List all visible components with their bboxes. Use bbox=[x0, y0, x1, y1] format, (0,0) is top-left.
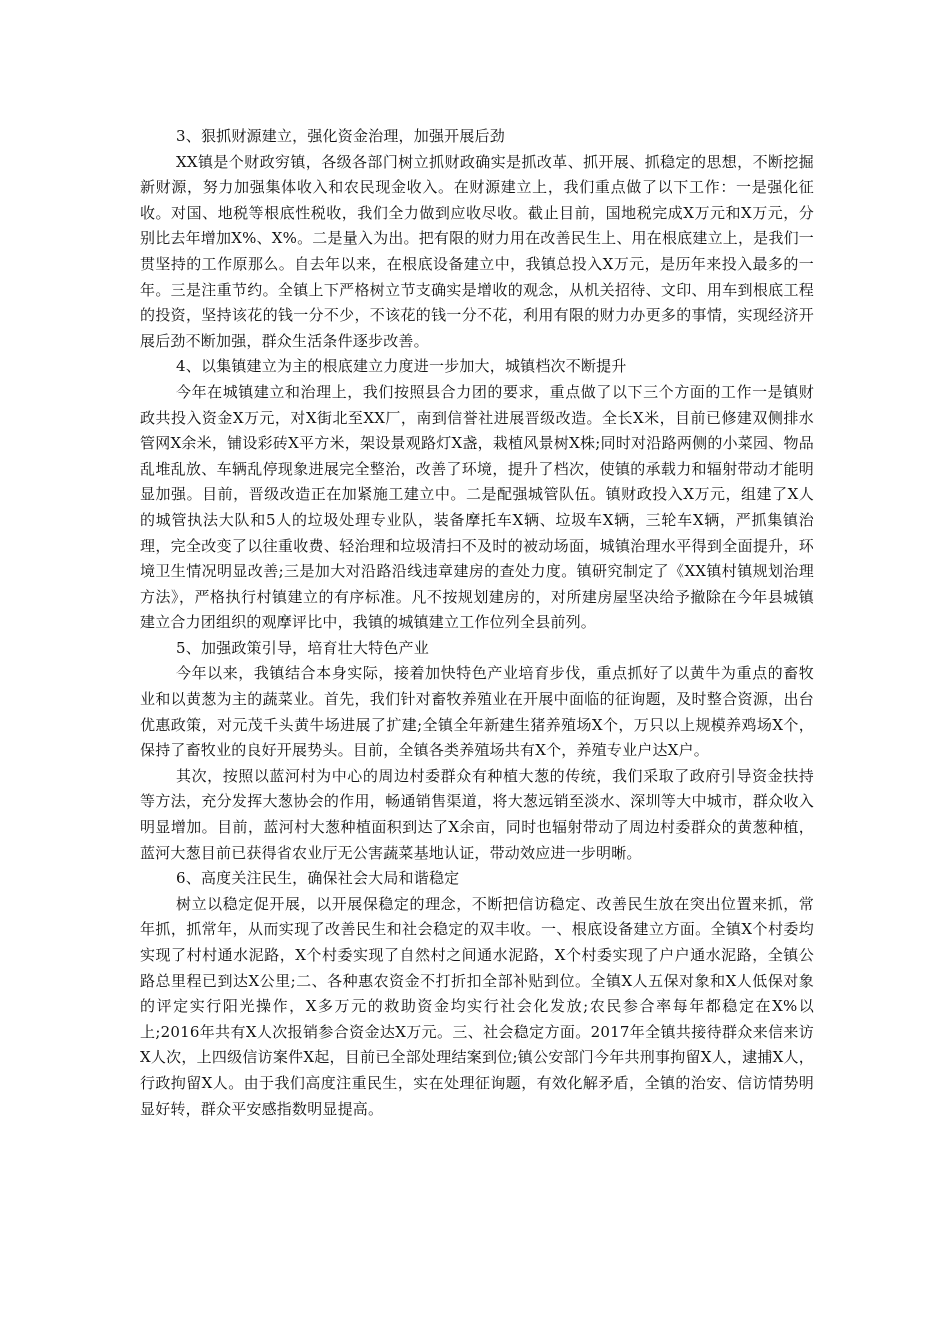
section-heading-4: 4、以集镇建立为主的根底建立力度进一步加大，城镇档次不断提升 bbox=[176, 357, 627, 376]
document-page bbox=[140, 124, 814, 1122]
section-heading-6: 6、高度关注民生，确保社会大局和谐稳定 bbox=[176, 869, 460, 888]
section-heading-5: 5、加强政策引导，培育壮大特色产业 bbox=[176, 638, 429, 657]
paragraph-scallion: 其次，按照以蓝河村为中心的周边村委群众有种植大葱的传统，我们采取了政府引导资金扶持等方法，充分发挥大葱协会的作用，畅通销售渠道，将大葱远销至淡水、深圳等大中城市，群众收入明显增加。目前，蓝河村大葱种植面积到达了X余亩，同时也辐射带动了周边村委群众的黄葱种植，蓝河大葱目前已获得省农业厅无公害蔬菜基地认证，带动效应进一步明晰。 bbox=[140, 766, 814, 862]
paragraph-livestock: 今年以来，我镇结合本身实际，接着加快特色产业培育步伐，重点抓好了以黄牛为重点的畜牧业和以黄葱为主的蔬菜业。首先，我们针对畜牧养殖业在开展中面临的征询题，及时整合资源，出台优惠政策，对元茂千头黄牛场进展了扩建;全镇全年新建生猪养殖场X个，万只以上规模养鸡场X个，保持了畜牧业的良好开展势头。目前，全镇各类养殖场共有X个，养殖专业户达X户。 bbox=[140, 664, 814, 760]
paragraph-finance: XX镇是个财政穷镇，各级各部门树立抓财政确实是抓改革、抓开展、抓稳定的思想，不断挖掘新财源，努力加强集体收入和农民现金收入。在财源建立上，我们重点做了以下工作：一是强化征收。对国、地税等根底性税收，我们全力做到应收尽收。截止目前，国地税完成X万元和X万元，分别比去年增加X%、X%。二是量入为出。把有限的财力用在改善民生上、用在根底建立上，是我们一贯坚持的工作原那么。自去年以来，在根底设备建立中，我镇总投入X万元，是历年来投入最多的一年。三是注重节约。全镇上下严格树立节支确实是增收的观念，从机关招待、文印、用车到根底工程的投资，坚持该花的钱一分不少，不该花的钱一分不花，利用有限的财力办更多的事情，实现经济开展后劲不断加强，群众生活条件逐步改善。 bbox=[140, 152, 814, 350]
paragraph-livelihood: 树立以稳定促开展，以开展保稳定的理念，不断把信访稳定、改善民生放在突出位置来抓，常年抓，抓常年，从而实现了改善民生和社会稳定的双丰收。一、根底设备建立方面。全镇X个村委均实现了村村通水泥路，X个村委实现了自然村之间通水泥路，X个村委实现了户户通水泥路，全镇公路总里程已到达X公里;二、各种惠农资金不打折扣全部补贴到位。全镇X人五保对象和X人低保对象的评定实行阳光操作，X多万元的救助资金均实行社会化发放;农民参合率每年都稳定在X%以上;2016年共有X人次报销参合资金达X万元。三、社会稳定方面。2017年全镇共接待群众来信来访X人次，上四级信访案件X起，目前已全部处理结案到位;镇公安部门今年共刑事拘留X人，逮捕X人，行政拘留X人。由于我们高度注重民生，实在处理征询题，有效化解矛盾，全镇的治安、信访情势明显好转，群众平安感指数明显提高。 bbox=[140, 894, 814, 1118]
section-heading-3: 3、狠抓财源建立，强化资金治理，加强开展后劲 bbox=[176, 127, 505, 145]
paragraph-town-construction: 今年在城镇建立和治理上，我们按照县合力团的要求，重点做了以下三个方面的工作一是镇财政共投入资金X万元，对X街北至XX厂，南到信誉社进展晋级改造。全长X米，目前已修建双侧排水管网X余米，铺设彩砖X平方米，架设景观路灯X盏，栽植风景树X株;同时对沿路两侧的小菜园、物品乱堆乱放、车辆乱停现象进展完全整治，改善了环境，提升了档次，使镇的承载力和辐射带动才能明显加强。目前，晋级改造正在加紧施工建立中。二是配强城管队伍。镇财政投入X万元，组建了X人的城管执法大队和5人的垃圾处理专业队，装备摩托车X辆、垃圾车X辆，三轮车X辆，严抓集镇治理，完全改变了以往重收费、轻治理和垃圾清扫不及时的被动场面，城镇治理水平得到全面提升，环境卫生情况明显改善;三是加大对沿路沿线违章建房的查处力度。镇研究制定了《XX镇村镇规划治理方法》，严格执行村镇建立的有序标准。凡不按规划建房的，对所建房屋坚决给予撤除在今年县城镇建立合力团组织的观摩评比中，我镇的城镇建立工作位列全县前列。 bbox=[140, 382, 814, 632]
